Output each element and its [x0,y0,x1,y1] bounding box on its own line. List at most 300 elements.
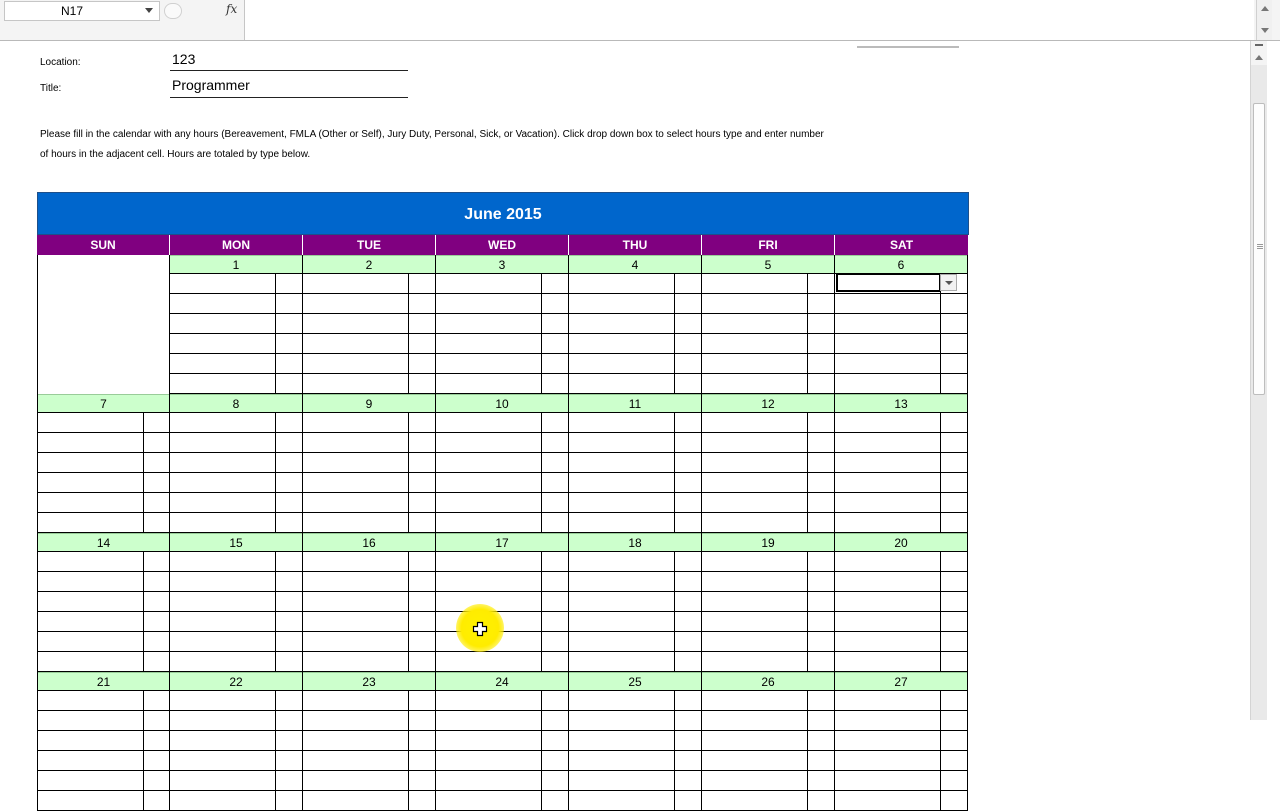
vertical-scrollbar[interactable] [1250,41,1267,720]
calendar-day [835,394,968,533]
hours-entry-row[interactable] [38,433,170,453]
cell-divider [807,274,808,294]
hours-entry-row[interactable] [702,632,834,652]
cell-divider [408,711,409,731]
hours-entry-row[interactable] [835,731,967,751]
hours-entry-row[interactable] [569,453,701,473]
hours-entry-row[interactable] [170,711,302,731]
cell-divider [940,592,941,612]
cell-divider [807,413,808,433]
hours-entry-row[interactable] [170,632,302,652]
hours-entry-row[interactable] [303,274,435,294]
hours-entry-row[interactable] [835,771,967,791]
hours-entry-row[interactable] [436,334,568,354]
hours-entry-row[interactable] [436,731,568,751]
days-of-week-header [37,235,969,255]
hours-entry-row[interactable] [702,413,834,433]
hours-entry-row[interactable] [38,771,170,791]
hours-entry-row[interactable] [38,513,170,533]
day-number: 11 [569,394,701,413]
hours-entry-row[interactable] [702,731,834,751]
cell-divider [807,592,808,612]
cell-divider [674,711,675,731]
cell-divider [940,771,941,791]
hours-entry-row[interactable] [303,314,435,334]
hours-entry-row[interactable] [170,374,302,394]
cell-divider [674,632,675,652]
title-value[interactable]: Programmer [172,77,250,93]
hours-entry-row[interactable] [436,354,568,374]
calendar-day [170,672,303,811]
hours-entry-row[interactable] [569,711,701,731]
hours-entry-row[interactable] [170,493,302,513]
hours-entry-row[interactable] [38,453,170,473]
dow-sat: SAT [835,235,968,255]
cell-divider [143,433,144,453]
day-number: 3 [436,255,568,274]
hours-entry-row[interactable] [38,592,170,612]
hours-entry-row[interactable] [702,314,834,334]
hours-entry-row[interactable] [835,572,967,592]
hours-entry-row[interactable] [303,433,435,453]
calendar-day [436,672,569,811]
hours-entry-row[interactable] [170,592,302,612]
hours-entry-row[interactable] [38,652,170,672]
cell-divider [408,691,409,711]
hours-entry-row[interactable] [436,711,568,731]
cell-divider [940,334,941,354]
hours-entry-row[interactable] [702,612,834,632]
hours-entry-row[interactable] [303,711,435,731]
formula-bar-expand[interactable] [1256,0,1272,40]
hours-entry-row[interactable] [835,354,967,374]
cell-divider [674,374,675,394]
hours-entry-row[interactable] [170,572,302,592]
hours-entry-row[interactable] [38,572,170,592]
hours-entry-row[interactable] [569,334,701,354]
calendar-day [170,255,303,394]
hours-grid [303,413,435,533]
instructions-line-1: Please fill in the calendar with any hours (Bereavement, FMLA (Other or Self), Jury Duty, Personal, Sick, or Vacation). Click drop down box to select hours type and enter number [40,129,824,140]
day-number: 25 [569,672,701,691]
hours-entry-row[interactable] [436,493,568,513]
hours-entry-row[interactable] [38,731,170,751]
hours-entry-row[interactable] [38,691,170,711]
hours-entry-row[interactable] [835,652,967,672]
chevron-down-icon[interactable] [940,274,957,291]
hours-entry-row[interactable] [835,334,967,354]
hours-entry-row[interactable] [436,592,568,612]
hours-entry-row[interactable] [303,453,435,473]
cell-divider [275,552,276,572]
cell-divider [807,433,808,453]
day-number: 10 [436,394,568,413]
day-number: 18 [569,533,701,552]
hours-entry-row[interactable] [569,691,701,711]
calendar-day [37,255,170,394]
calendar-day [835,533,968,672]
cell-divider [541,334,542,354]
day-number: 1 [170,255,302,274]
cell-divider [408,413,409,433]
hours-entry-row[interactable] [436,374,568,394]
hours-entry-row[interactable] [170,354,302,374]
hours-entry-row[interactable] [835,552,967,572]
hours-entry-row[interactable] [702,374,834,394]
calendar-day [702,255,835,394]
hours-entry-row[interactable] [835,314,967,334]
cell-divider [275,314,276,334]
hours-entry-row[interactable] [569,791,701,811]
grip-icon [1257,244,1263,249]
hours-entry-row[interactable] [303,791,435,811]
day-number [38,255,169,274]
hours-grid [170,552,302,672]
calendar-day [702,394,835,533]
day-number: 6 [835,255,967,274]
day-number: 9 [303,394,435,413]
cell-divider [143,691,144,711]
hours-entry-row[interactable] [569,552,701,572]
day-number: 12 [702,394,834,413]
hours-entry-row[interactable] [436,691,568,711]
hours-entry-row[interactable] [569,314,701,334]
cell-divider [275,711,276,731]
hours-entry-row[interactable] [170,294,302,314]
cell-divider [807,711,808,731]
title-underline [170,97,408,98]
hours-entry-row[interactable] [702,334,834,354]
cell-divider [940,632,941,652]
cell-divider [541,691,542,711]
day-number: 16 [303,533,435,552]
cell-divider [143,751,144,771]
dow-fri: FRI [702,235,835,255]
instructions-line-2: of hours in the adjacent cell. Hours are totaled by type below. [40,149,311,160]
cell-divider [275,612,276,632]
hours-entry-row[interactable] [38,791,170,811]
cell-divider [940,711,941,731]
cell-divider [541,413,542,433]
cell-divider [143,791,144,811]
hours-entry-row[interactable] [436,652,568,672]
calendar-weeks [37,255,969,811]
hours-entry-row[interactable] [170,751,302,771]
calendar-day [37,672,170,811]
cell-divider [143,652,144,672]
hours-entry-row[interactable] [303,334,435,354]
hours-entry-row[interactable] [569,771,701,791]
hours-entry-row[interactable] [569,572,701,592]
hours-entry-row[interactable] [303,731,435,751]
name-box[interactable]: N17 [4,1,160,21]
hours-entry-row[interactable] [170,433,302,453]
hours-entry-row[interactable] [569,473,701,493]
hours-entry-row[interactable] [38,552,170,572]
cell-divider [143,612,144,632]
hours-entry-row[interactable] [569,374,701,394]
cell-divider [275,413,276,433]
hours-entry-row[interactable] [835,473,967,493]
hours-entry-row[interactable] [303,751,435,771]
fx-icon[interactable]: fx [226,2,238,16]
cell-divider [408,453,409,473]
hours-entry-row[interactable] [702,691,834,711]
cell-divider [541,552,542,572]
hours-entry-row[interactable] [303,632,435,652]
cell-divider [408,354,409,374]
hours-grid [569,413,701,533]
formula-input[interactable] [244,0,1254,40]
cell-divider [940,552,941,572]
day-number: 19 [702,533,834,552]
hours-entry-row[interactable] [170,314,302,334]
hours-entry-row[interactable] [170,334,302,354]
hours-entry-row[interactable] [38,612,170,632]
chevron-up-icon[interactable] [1255,55,1263,60]
hours-entry-row[interactable] [303,552,435,572]
cell-divider [275,632,276,652]
hours-entry-row[interactable] [835,453,967,473]
hours-entry-row[interactable] [569,274,701,294]
cell-divider [674,612,675,632]
cell-divider [275,354,276,374]
hours-entry-row[interactable] [569,592,701,612]
calendar-day [569,533,702,672]
cell-divider [541,314,542,334]
cell-divider [275,294,276,314]
location-label: Location: [40,57,81,68]
hours-entry-row[interactable] [569,413,701,433]
hours-entry-row[interactable] [569,612,701,632]
cell-divider [143,453,144,473]
cell-divider [807,294,808,314]
hours-entry-row[interactable] [170,731,302,751]
dow-tue: TUE [303,235,436,255]
hours-entry-row[interactable] [702,751,834,771]
hours-entry-row[interactable] [569,652,701,672]
hours-entry-row[interactable] [436,473,568,493]
hours-entry-row[interactable] [436,413,568,433]
hours-entry-row[interactable] [835,294,967,314]
cell-divider [807,493,808,513]
hours-entry-row[interactable] [702,552,834,572]
hours-entry-row[interactable] [702,711,834,731]
location-value[interactable]: 123 [172,51,196,67]
cell-divider [143,592,144,612]
title-label: Title: [40,83,62,94]
cell-divider [541,711,542,731]
cell-divider [940,354,941,374]
scroll-thumb[interactable] [1253,103,1265,395]
hours-entry-row[interactable] [436,433,568,453]
hours-entry-row[interactable] [170,473,302,493]
day-number: 15 [170,533,302,552]
hours-grid [38,552,170,672]
hours-entry-row[interactable] [38,711,170,731]
hours-entry-row[interactable] [702,592,834,612]
cell-divider [408,592,409,612]
hours-entry-row[interactable] [38,473,170,493]
hours-entry-row[interactable] [303,473,435,493]
hours-entry-row[interactable] [702,572,834,592]
hours-entry-row[interactable] [569,731,701,751]
hours-grid [702,691,834,811]
hours-entry-row[interactable] [835,612,967,632]
hours-grid [835,274,967,394]
hours-entry-row[interactable] [569,632,701,652]
hours-entry-row[interactable] [702,473,834,493]
cell-divider [940,493,941,513]
formula-bar-controls [160,1,244,21]
hours-entry-row[interactable] [303,771,435,791]
hours-entry-row[interactable] [303,413,435,433]
hours-grid [436,691,568,811]
hours-entry-row[interactable] [835,592,967,612]
hours-entry-row[interactable] [303,513,435,533]
hours-entry-row[interactable] [170,791,302,811]
hours-entry-row[interactable] [303,612,435,632]
hours-entry-row[interactable] [170,552,302,572]
hours-entry-row[interactable] [436,453,568,473]
cell-divider [807,513,808,533]
cell-divider [275,771,276,791]
calendar-day [170,394,303,533]
hours-entry-row[interactable] [170,274,302,294]
hours-entry-row[interactable] [569,354,701,374]
hours-entry-row[interactable] [436,572,568,592]
calendar-day [303,394,436,533]
split-handle[interactable] [1255,44,1263,48]
cell-divider [940,572,941,592]
hours-entry-row[interactable] [835,711,967,731]
cell-divider [674,453,675,473]
cell-divider [408,374,409,394]
cell-divider [275,274,276,294]
hours-entry-row[interactable] [569,751,701,771]
hours-entry-row[interactable] [436,771,568,791]
hours-entry-row[interactable] [835,433,967,453]
calendar-day [303,533,436,672]
hours-entry-row[interactable] [303,374,435,394]
hours-entry-row[interactable] [170,612,302,632]
hours-entry-row[interactable] [569,513,701,533]
day-number: 13 [835,394,967,413]
hours-entry-row[interactable] [702,453,834,473]
hours-entry-row[interactable] [569,294,701,314]
chevron-down-icon[interactable] [1261,28,1269,33]
hours-entry-row[interactable] [303,592,435,612]
hours-entry-row[interactable] [835,374,967,394]
hours-entry-row[interactable] [303,294,435,314]
chevron-down-icon[interactable] [145,8,153,13]
cell-divider [674,334,675,354]
cell-divider [940,652,941,672]
chevron-up-icon[interactable] [1261,6,1269,11]
hours-entry-row[interactable] [170,652,302,672]
selected-cell[interactable] [836,273,941,292]
hours-grid [835,691,967,811]
hours-entry-row[interactable] [436,791,568,811]
hours-entry-row[interactable] [702,354,834,374]
hours-grid [569,274,701,394]
day-number: 17 [436,533,568,552]
hours-entry-row[interactable] [702,771,834,791]
cell-divider [674,433,675,453]
hours-entry-row[interactable] [835,691,967,711]
hours-entry-row[interactable] [170,413,302,433]
hours-entry-row[interactable] [303,691,435,711]
hours-entry-row[interactable] [835,791,967,811]
hours-entry-row[interactable] [303,652,435,672]
hours-entry-row[interactable] [835,751,967,771]
cell-divider [807,632,808,652]
hours-entry-row[interactable] [436,314,568,334]
hours-grid [38,691,170,811]
hours-entry-row[interactable] [569,493,701,513]
hours-entry-row[interactable] [170,513,302,533]
hours-entry-row[interactable] [38,493,170,513]
hours-entry-row[interactable] [38,751,170,771]
hours-entry-row[interactable] [569,433,701,453]
hours-entry-row[interactable] [436,294,568,314]
cell-divider [807,572,808,592]
hours-entry-row[interactable] [702,652,834,672]
hours-entry-row[interactable] [170,771,302,791]
cell-divider [541,652,542,672]
hours-entry-row[interactable] [835,632,967,652]
hours-entry-row[interactable] [303,493,435,513]
hours-grid [569,552,701,672]
hours-entry-row[interactable] [303,572,435,592]
cell-divider [541,274,542,294]
hours-entry-row[interactable] [835,513,967,533]
hours-entry-row[interactable] [436,513,568,533]
cell-divider [408,572,409,592]
hours-entry-row[interactable] [835,493,967,513]
hours-entry-row[interactable] [170,691,302,711]
cell-divider [541,453,542,473]
hours-entry-row[interactable] [702,274,834,294]
hours-entry-row[interactable] [436,751,568,771]
cell-divider [674,592,675,612]
scroll-up-button[interactable] [1251,41,1267,65]
hours-entry-row[interactable] [835,413,967,433]
cell-divider [541,354,542,374]
hours-entry-row[interactable] [702,294,834,314]
hours-entry-row[interactable] [702,791,834,811]
hours-entry-row[interactable] [170,453,302,473]
calendar-week [37,672,969,811]
cell-divider [143,572,144,592]
hours-entry-row[interactable] [303,354,435,374]
cell-divider [807,334,808,354]
formula-bar-grip[interactable] [164,3,182,19]
hours-entry-row[interactable] [436,274,568,294]
hours-entry-row[interactable] [38,413,170,433]
hours-entry-row[interactable] [702,433,834,453]
calendar-day [37,533,170,672]
calendar-day [170,533,303,672]
hours-entry-row[interactable] [38,632,170,652]
hours-entry-row[interactable] [436,552,568,572]
hours-grid [436,413,568,533]
hours-entry-row[interactable] [702,493,834,513]
cell-divider [674,552,675,572]
hours-grid [38,413,170,533]
cell-divider [674,691,675,711]
hours-entry-row[interactable] [702,513,834,533]
